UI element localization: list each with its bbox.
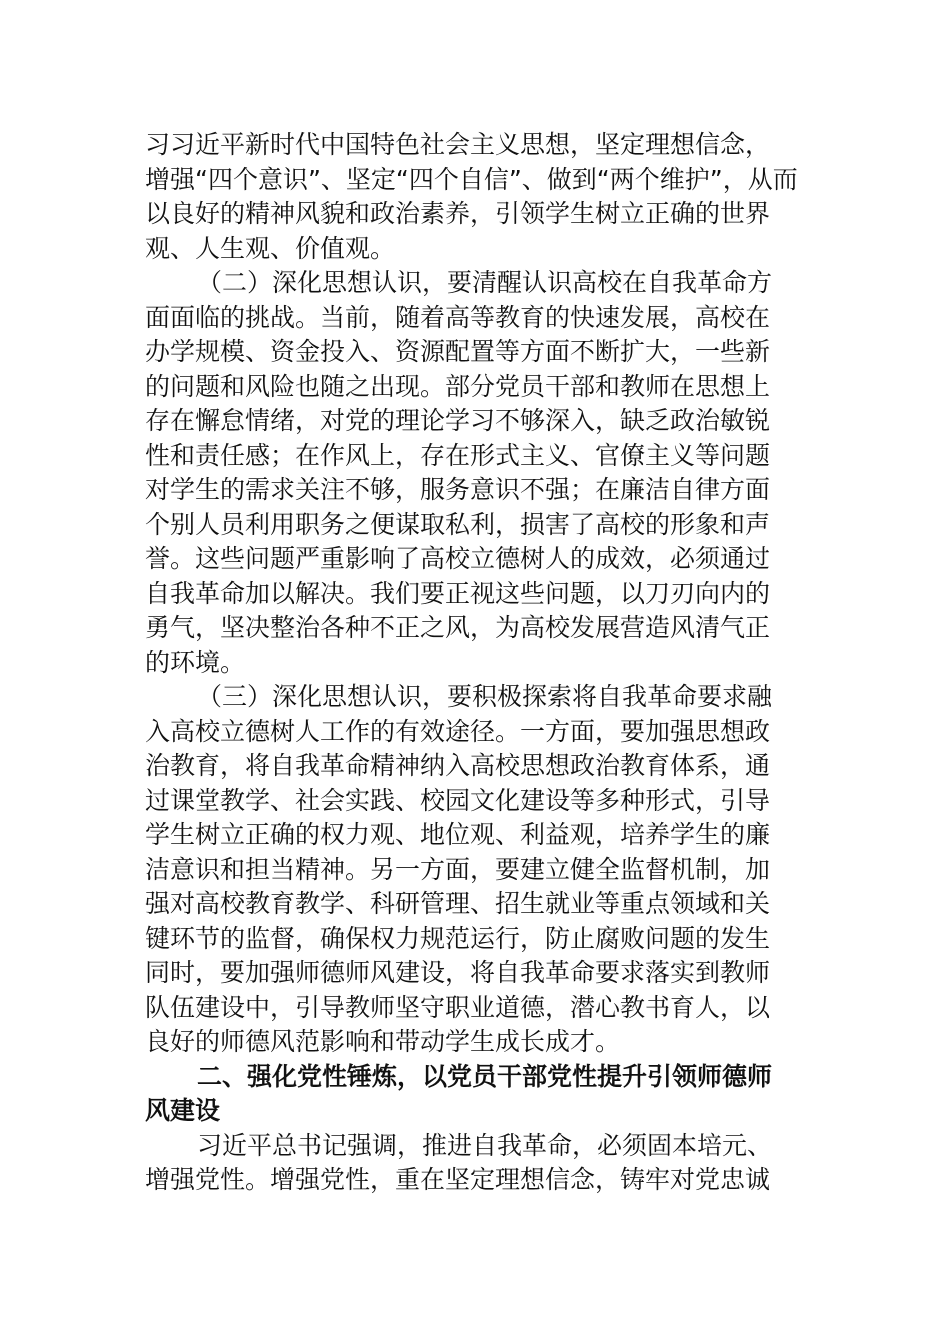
paragraph-line: 存在懈怠情绪，对党的理论学习不够深入，缺乏政治敏锐	[145, 406, 771, 435]
paragraph-line: 强对高校教育教学、科研管理、招生就业等重点领域和关	[145, 889, 771, 918]
paragraph-line: （二）深化思想认识，要清醒认识高校在自我革命方	[197, 268, 773, 297]
paragraph-line: 增强党性。增强党性，重在坚定理想信念，铸牢对党忠诚	[145, 1165, 771, 1194]
section-heading-line: 风建设	[145, 1096, 221, 1125]
paragraph-line: 同时，要加强师德师风建设，将自我革命要求落实到教师	[145, 958, 771, 987]
paragraph-line: 观、人生观、价值观。	[145, 233, 396, 263]
paragraph-line: 的环境。	[145, 647, 246, 677]
paragraph-line: 勇气，坚决整治各种不正之风，为高校发展营造风清气正	[145, 613, 771, 642]
paragraph-line: 以良好的精神风貌和政治素养，引领学生树立正确的世界	[145, 199, 771, 228]
paragraph-line: 对学生的需求关注不够，服务意识不强；在廉洁自律方面	[145, 475, 771, 504]
paragraph-line: （三）深化思想认识，要积极探索将自我革命要求融	[197, 682, 773, 711]
paragraph-line: 习习近平新时代中国特色社会主义思想，坚定理想信念，	[145, 130, 771, 159]
paragraph-line: 办学规模、资金投入、资源配置等方面不断扩大，一些新	[145, 337, 771, 366]
paragraph-line: 的问题和风险也随之出现。部分党员干部和教师在思想上	[145, 371, 771, 401]
section-heading-line: 二、强化党性锤炼，以党员干部党性提升引领师德师	[197, 1061, 773, 1091]
paragraph-line: 洁意识和担当精神。另一方面，要建立健全监督机制，加	[145, 854, 771, 884]
paragraph-line: 誉。这些问题严重影响了高校立德树人的成效，必须通过	[145, 544, 771, 573]
paragraph-line: 增强“四个意识”、坚定“四个自信”、做到“两个维护”，从而	[145, 164, 798, 194]
paragraph-line: 面面临的挑战。当前，随着高等教育的快速发展，高校在	[145, 302, 771, 332]
paragraph-line: 个别人员利用职务之便谋取私利，损害了高校的形象和声	[145, 509, 771, 539]
paragraph-line: 过课堂教学、社会实践、校园文化建设等多种形式，引导	[145, 785, 771, 815]
paragraph-line: 性和责任感；在作风上，存在形式主义、官僚主义等问题	[145, 440, 771, 470]
paragraph-line: 习近平总书记强调，推进自我革命，必须固本培元、	[197, 1130, 773, 1160]
document-body	[145, 128, 807, 1198]
paragraph-line: 学生树立正确的权力观、地位观、利益观，培养学生的廉	[145, 820, 771, 849]
paragraph-line: 键环节的监督，确保权力规范运行，防止腐败问题的发生	[145, 923, 771, 953]
paragraph-line: 入高校立德树人工作的有效途径。一方面，要加强思想政	[145, 716, 771, 746]
paragraph-line: 队伍建设中，引导教师坚守职业道德，潜心教书育人，以	[145, 992, 771, 1022]
paragraph-line: 良好的师德风范影响和带动学生成长成才。	[145, 1027, 621, 1056]
paragraph-line: 自我革命加以解决。我们要正视这些问题，以刀刃向内的	[145, 578, 771, 608]
paragraph-line: 治教育，将自我革命精神纳入高校思想政治教育体系，通	[145, 751, 771, 780]
